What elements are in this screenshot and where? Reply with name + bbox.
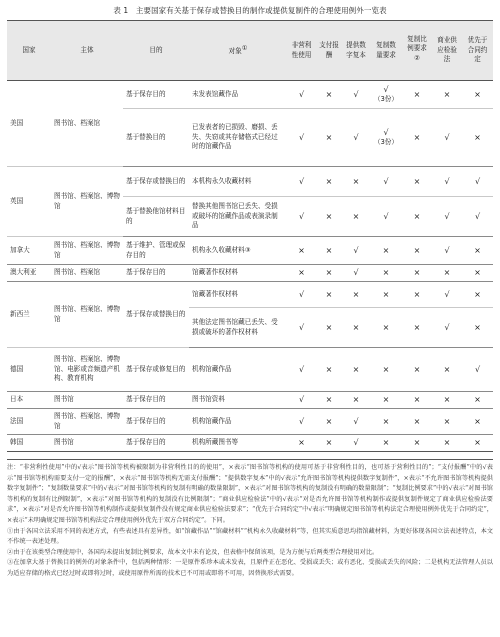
- header-ratio: 复制比例要求②: [402, 21, 432, 81]
- fair-use-table: [7, 20, 493, 452]
- cell-payment: ×: [316, 109, 342, 167]
- cell-object: 图书馆资料: [189, 392, 287, 409]
- cell-copies: ×: [370, 348, 402, 392]
- cell-contract: ×: [462, 392, 493, 409]
- cell-country: 新西兰: [7, 282, 51, 348]
- table-row: [7, 409, 493, 435]
- cell-digital: ×: [342, 392, 370, 409]
- header-supply: 商业供应检验法: [432, 21, 462, 81]
- cell-nonprofit: √: [287, 109, 316, 167]
- cell-supply: √: [432, 109, 462, 167]
- cell-contract: √: [462, 167, 493, 197]
- cell-copies: ×: [370, 308, 402, 348]
- cell-nonprofit: √: [287, 282, 316, 308]
- cell-country: 日本: [7, 392, 51, 409]
- header-copies: 复制数量要求: [370, 21, 402, 81]
- header-object: 对象①: [189, 21, 287, 81]
- header-digital: 提供数字复本: [342, 21, 370, 81]
- header-country: 国家: [7, 21, 51, 81]
- cell-digital: ×: [342, 197, 370, 237]
- cell-purpose: 基于保存目的: [123, 435, 189, 452]
- table-row: [7, 265, 493, 282]
- cell-contract: ×: [462, 282, 493, 308]
- table-notes: [7, 459, 493, 580]
- cell-digital: ×: [342, 308, 370, 348]
- cell-object: 机构所藏图书等: [189, 435, 287, 452]
- cell-supply: ×: [432, 265, 462, 282]
- cell-subject: 图书馆、档案馆、博物馆: [51, 237, 123, 265]
- cell-copies: ×: [370, 282, 402, 308]
- cell-object: 馆藏著作权材料: [189, 265, 287, 282]
- header-contract: 优先于合同约定: [462, 21, 493, 81]
- header-payment: 支付报酬: [316, 21, 342, 81]
- cell-country: 法国: [7, 409, 51, 435]
- cell-nonprofit: √: [287, 348, 316, 392]
- cell-contract: ×: [462, 435, 493, 452]
- cell-contract: ×: [462, 237, 493, 265]
- cell-digital: √: [342, 109, 370, 167]
- cell-object: 机构馆藏作品: [189, 348, 287, 392]
- cell-copies: ×: [370, 265, 402, 282]
- cell-country: 加拿大: [7, 237, 51, 265]
- table-row: [7, 348, 493, 392]
- header-purpose: 目的: [123, 21, 189, 81]
- cell-object: 机构永久收藏材料③: [189, 237, 287, 265]
- cell-country: 英国: [7, 167, 51, 237]
- cell-ratio: ×: [402, 308, 432, 348]
- cell-object: 未发表馆藏作品: [189, 81, 287, 109]
- cell-object: 馆藏著作权材料: [189, 282, 287, 308]
- cell-payment: ×: [316, 197, 342, 237]
- cell-purpose: 基于保存或替换目的: [123, 282, 189, 348]
- cell-copies: √ （3份）: [370, 109, 402, 167]
- header-subject: 主体: [51, 21, 123, 81]
- cell-purpose: 基于保存目的: [123, 265, 189, 282]
- header-nonprofit: 非营利性使用: [287, 21, 316, 81]
- cell-ratio: ×: [402, 348, 432, 392]
- cell-object: 机构馆藏作品: [189, 409, 287, 435]
- cell-purpose: 基于保存或修复目的: [123, 348, 189, 392]
- cell-nonprofit: √: [287, 81, 316, 109]
- cell-digital: √: [342, 409, 370, 435]
- cell-subject: 图书馆、档案馆、博物馆: [51, 282, 123, 348]
- table-row: [7, 282, 493, 308]
- cell-digital: √: [342, 81, 370, 109]
- cell-payment: ×: [316, 348, 342, 392]
- cell-object: 本机构永久收藏材料: [189, 167, 287, 197]
- cell-contract: ×: [462, 81, 493, 109]
- cell-subject: 图书馆、档案馆: [51, 265, 123, 282]
- cell-payment: ×: [316, 167, 342, 197]
- cell-ratio: ×: [402, 435, 432, 452]
- cell-contract: ×: [462, 109, 493, 167]
- cell-copies: √: [370, 167, 402, 197]
- cell-payment: ×: [316, 265, 342, 282]
- cell-purpose: 基于替换他馆材料目的: [123, 197, 189, 237]
- footnote-marker: ②: [414, 54, 420, 62]
- cell-copies: √ （3份）: [370, 81, 402, 109]
- cell-nonprofit: √: [287, 409, 316, 435]
- table-caption: 表 1 主要国家有关基于保存或替换目的制作或提供复制件的合理使用例外一览表: [113, 6, 387, 15]
- footnote-marker: ①: [241, 45, 248, 53]
- table-row: [7, 392, 493, 409]
- note-legend: 注：“非营利性使用”中的√表示“图书馆等机构被限制为非营利性目的的使用”，×表示“图书馆等机构的使用可基于非营利性目的，也可基于营利性目的”；“支付报酬”中的√表示“图书馆等机构需要支付一定的报酬”，×表示“图书馆等机构无需支付报酬”；“提供数字复本”中的√表示“允许图书馆等机构提供数字复制件”，×表示“不允许图书馆等机构提供数字复制件”；“复制数量要求”中的√表示“对图书馆等机构的复制有明确的数量限制”，×表示“对图书馆等机构的复制没有明确的数量限制”；“复制比例要求”中的√表示“对图书馆等机构的复制有比例限制”，×表示“对图书馆等机构的复制没有比例限制”；“商业供应检验法”中的√表示“对是否允许图书馆等机构制作或提供复制件规定了商业供应检验法要求”，×表示“对是否允许图书馆等机构制作或提供复制件没有规定商业供应检验法要求”；“优先于合同约定”中√表示“明确规定图书馆等机构法定合理使用例外优先于合同约定”，×表示“未明确规定图书馆等机构法定合理使用例外优先于双方合同约定”。下同。: [7, 464, 493, 524]
- cell-object: 替换其他图书馆已丢失、受损或破坏的馆藏作品或表演录制品: [189, 197, 287, 237]
- cell-contract: √: [462, 197, 493, 237]
- cell-digital: √: [342, 435, 370, 452]
- cell-supply: ×: [432, 409, 462, 435]
- cell-ratio: ×: [402, 81, 432, 109]
- cell-subject: 图书馆: [51, 392, 123, 409]
- cell-object: 已发表者的已损毁、磨损、丢失、失窃或其存储格式已经过时的馆藏作品: [189, 109, 287, 167]
- table-row: [7, 81, 493, 109]
- cell-supply: √: [432, 197, 462, 237]
- cell-country: 韩国: [7, 435, 51, 452]
- cell-supply: ×: [432, 348, 462, 392]
- cell-purpose: 基于保存目的: [123, 409, 189, 435]
- cell-copies: √: [370, 197, 402, 237]
- cell-subject: 图书馆、档案馆、博物馆: [51, 409, 123, 435]
- cell-ratio: ×: [402, 282, 432, 308]
- cell-subject: 图书馆、档案馆、博物馆: [51, 167, 123, 237]
- cell-supply: ×: [432, 392, 462, 409]
- cell-digital: √: [342, 265, 370, 282]
- cell-purpose: 基于保存目的: [123, 81, 189, 109]
- cell-nonprofit: ×: [287, 435, 316, 452]
- cell-payment: ×: [316, 81, 342, 109]
- cell-digital: √: [342, 237, 370, 265]
- cell-subject: 图书馆、档案馆、博物馆、电影或音频遗产机构、教育机构: [51, 348, 123, 392]
- cell-copies: ×: [370, 409, 402, 435]
- cell-country: 美国: [7, 81, 51, 167]
- cell-supply: ×: [432, 435, 462, 452]
- cell-purpose: 基于保存或替换目的: [123, 167, 189, 197]
- cell-country: 澳大利亚: [7, 265, 51, 282]
- cell-ratio: ×: [402, 392, 432, 409]
- cell-supply: √: [432, 282, 462, 308]
- cell-supply: √: [432, 167, 462, 197]
- cell-supply: √: [432, 308, 462, 348]
- cell-contract: ×: [462, 265, 493, 282]
- cell-supply: ×: [432, 81, 462, 109]
- footnote-3: ③在加拿大基于替换目的例外的对象条件中，包括两种情形：一是原件系珍本或未发表，且原件正在恶化、受损或丢失；或有恶化、受损或丢失的风险；二是机构无法管理人员以为适应存储的格式已经过时或即将过时，或使用原件所需的技术已不可用或即将不可用，因替换形式需要。: [7, 559, 493, 577]
- cell-contract: √: [462, 348, 493, 392]
- cell-purpose: 基于替换目的: [123, 109, 189, 167]
- cell-nonprofit: √: [287, 167, 316, 197]
- footnote-1: ①由于各国立法采用不同的表述方式，有些表述具有差异性，如“馆藏作品”“馆藏材料”“机构永久收藏材料”等，但其实质意思均指馆藏材料，为更好体现各国立法表述特点，本文不作统一表述处理。: [7, 527, 493, 546]
- cell-payment: ×: [316, 237, 342, 265]
- cell-ratio: ×: [402, 109, 432, 167]
- cell-payment: ×: [316, 435, 342, 452]
- cell-ratio: ×: [402, 237, 432, 265]
- cell-payment: ×: [316, 392, 342, 409]
- cell-payment: ×: [316, 308, 342, 348]
- cell-copies: ×: [370, 435, 402, 452]
- cell-nonprofit: ×: [287, 265, 316, 282]
- cell-digital: ×: [342, 282, 370, 308]
- cell-ratio: ×: [402, 409, 432, 435]
- cell-object: 其他法定图书馆藏已丢失、受损或破坏的著作权材料: [189, 308, 287, 348]
- cell-nonprofit: ×: [287, 237, 316, 265]
- cell-nonprofit: √: [287, 392, 316, 409]
- cell-contract: ×: [462, 409, 493, 435]
- cell-supply: √: [432, 237, 462, 265]
- cell-purpose: 基于维护、管理或保存目的: [123, 237, 189, 265]
- cell-ratio: ×: [402, 197, 432, 237]
- cell-digital: ×: [342, 348, 370, 392]
- cell-ratio: ×: [402, 265, 432, 282]
- cell-subject: 图书馆、档案馆: [51, 81, 123, 167]
- footnote-2: ②由于在该类型合理使用中，各国均未提出复制比例要求，故本文中未有论及，但表格中保留该项，是为方便与后两类型合理使用对比。: [7, 548, 379, 556]
- cell-contract: ×: [462, 308, 493, 348]
- table-row: [7, 167, 493, 197]
- cell-copies: ×: [370, 237, 402, 265]
- cell-copies: ×: [370, 392, 402, 409]
- table-row: [7, 237, 493, 265]
- cell-country: 德国: [7, 348, 51, 392]
- cell-purpose: 基于保存目的: [123, 392, 189, 409]
- cell-payment: ×: [316, 409, 342, 435]
- cell-nonprofit: √: [287, 308, 316, 348]
- cell-nonprofit: √: [287, 197, 316, 237]
- cell-subject: 图书馆: [51, 435, 123, 452]
- header-row: [7, 21, 493, 81]
- cell-ratio: ×: [402, 167, 432, 197]
- cell-payment: ×: [316, 282, 342, 308]
- table-row: [7, 435, 493, 452]
- cell-digital: ×: [342, 167, 370, 197]
